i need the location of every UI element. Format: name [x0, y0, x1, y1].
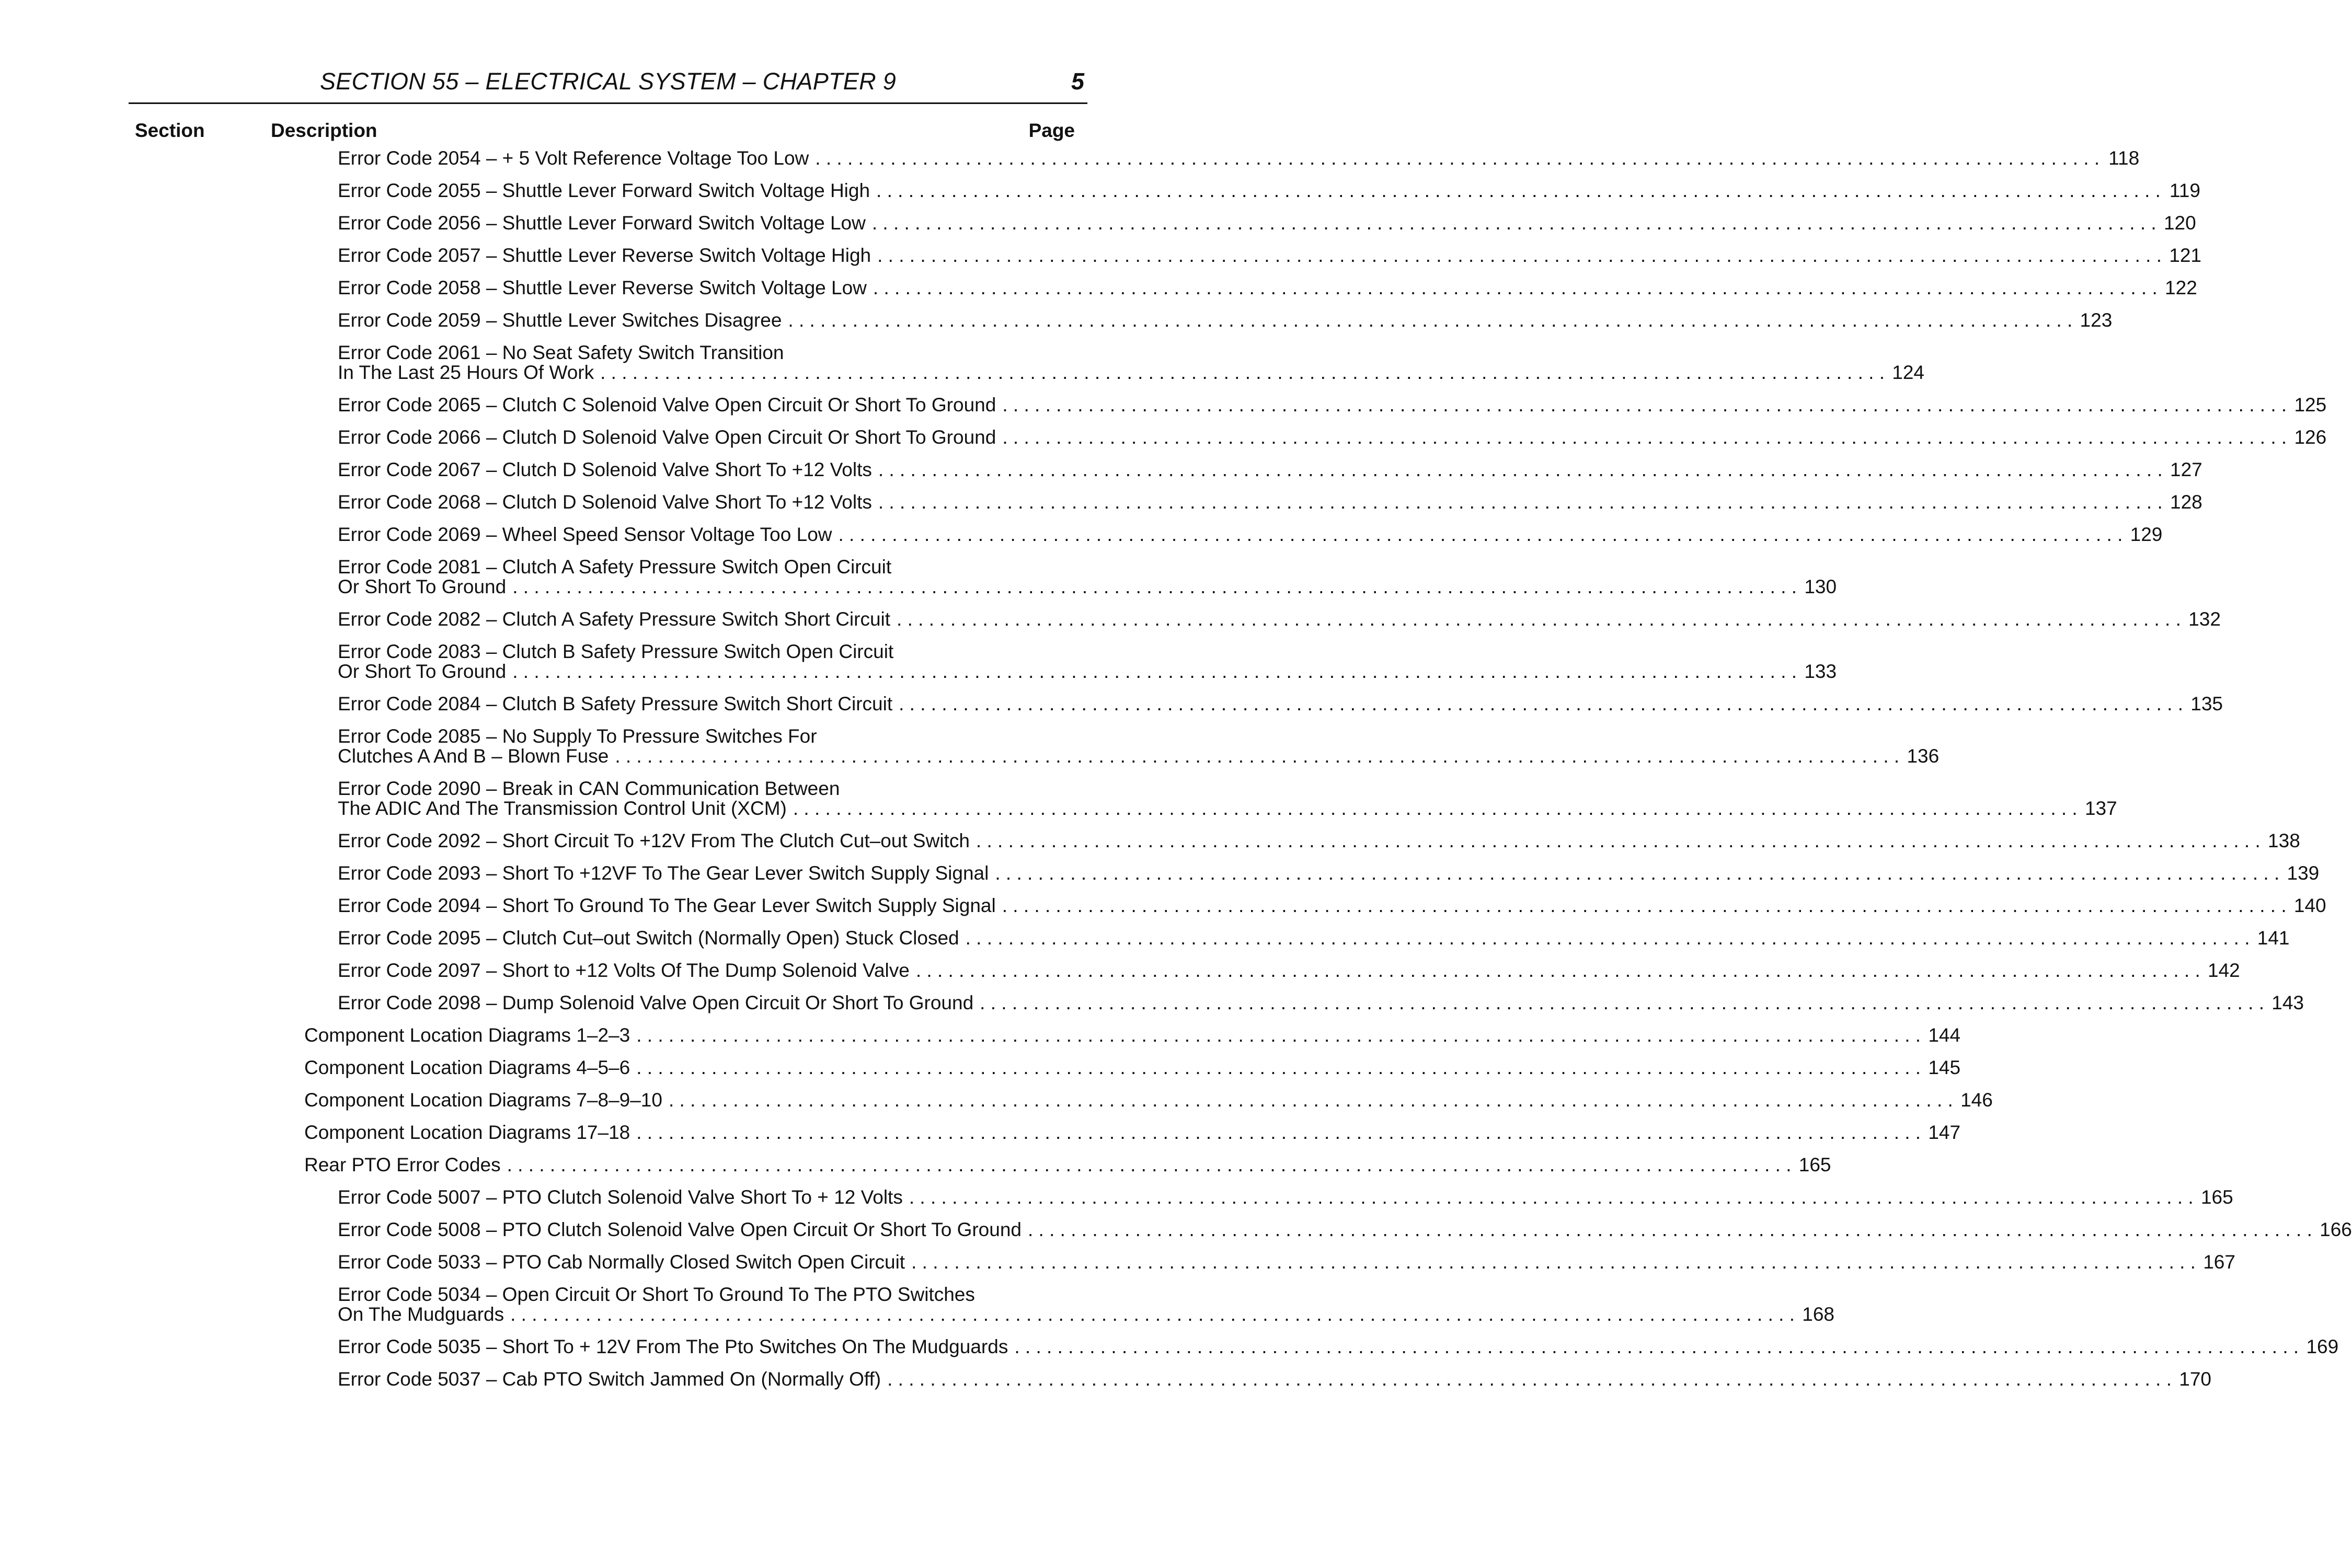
toc-entry — [338, 212, 2196, 246]
toc-entry-text: Error Code 2059 – Shuttle Lever Switches Disagree — [338, 309, 782, 331]
dot-leader: . . . . . . . . . . . . . . . . . . . . . . . . . . . . . . . . . . . . . . . . . . . . . . . . . . . . . . . . . . . . . . . . . . . . . . . . . . . . . . . . . . . . . . . . . . . . . . . . . . . . . . . . . . . . . . . . . . . . . . . . — [980, 992, 2265, 1013]
toc-entry-text: Error Code 2069 – Wheel Speed Sensor Voltage Too Low — [338, 524, 832, 545]
toc-entry — [338, 1219, 2352, 1252]
toc-entry-line — [304, 1089, 1993, 1111]
toc-entry — [338, 830, 2300, 863]
toc-entry-page-number: 142 — [2208, 960, 2240, 981]
toc-entry — [338, 608, 2221, 642]
toc-entry-page-number: 127 — [2170, 459, 2202, 480]
toc-entry-text: The ADIC And The Transmission Control Unit (XCM) — [338, 798, 787, 819]
toc-entry-text: Or Short To Ground — [338, 576, 507, 597]
toc-entry-page-number: 126 — [2294, 426, 2327, 448]
toc-entry-line — [338, 245, 2201, 266]
dot-leader: . . . . . . . . . . . . . . . . . . . . . . . . . . . . . . . . . . . . . . . . . . . . . . . . . . . . . . . . . . . . . . . . . . . . . . . . . . . . . . . . . . . . . . . . . . . . . . . . . . . . . . . . . . . . . . . . . . . . . . . . — [876, 180, 2161, 201]
dot-leader: . . . . . . . . . . . . . . . . . . . . . . . . . . . . . . . . . . . . . . . . . . . . . . . . . . . . . . . . . . . . . . . . . . . . . . . . . . . . . . . . . . . . . . . . . . . . . . . . . . . . . . . . . . . . . . . . . . . . . . . . — [510, 1304, 1795, 1325]
toc-entry — [338, 1336, 2339, 1369]
toc-entry-page-number: 129 — [2130, 524, 2163, 545]
toc-entry — [338, 277, 2197, 310]
toc-entry-line — [338, 1304, 1834, 1325]
toc-entry-text-line: Error Code 2061 – No Seat Safety Switch Transition — [338, 342, 784, 363]
toc-entry-text: Component Location Diagrams 1–2–3 — [304, 1024, 630, 1046]
toc-entry — [338, 459, 2202, 492]
dot-leader: . . . . . . . . . . . . . . . . . . . . . . . . . . . . . . . . . . . . . . . . . . . . . . . . . . . . . . . . . . . . . . . . . . . . . . . . . . . . . . . . . . . . . . . . . . . . . . . . . . . . . . . . . . . . . . . . . . . . . . . . — [507, 1154, 1792, 1175]
toc-entry-text: Component Location Diagrams 7–8–9–10 — [304, 1089, 662, 1111]
dot-leader: . . . . . . . . . . . . . . . . . . . . . . . . . . . . . . . . . . . . . . . . . . . . . . . . . . . . . . . . . . . . . . . . . . . . . . . . . . . . . . . . . . . . . . . . . . . . . . . . . . . . . . . . . . . . . . . . . . . . . . . . — [1002, 895, 2287, 916]
toc-entry-text: Error Code 2068 – Clutch D Solenoid Valve Short To +12 Volts — [338, 491, 872, 513]
toc-entry-text: Error Code 2066 – Clutch D Solenoid Valve Open Circuit Or Short To Ground — [338, 426, 996, 448]
toc-entry-text: Component Location Diagrams 4–5–6 — [304, 1057, 630, 1078]
toc-entry — [338, 524, 2163, 557]
toc-entry-line — [338, 147, 2140, 169]
toc-entry-text: Error Code 2056 – Shuttle Lever Forward Switch Voltage Low — [338, 212, 866, 234]
column-header-section: Section — [135, 120, 205, 141]
toc-entry-page-number: 122 — [2165, 277, 2197, 298]
toc-entry-page-number: 130 — [1804, 576, 1837, 597]
toc-entry-page-number: 128 — [2170, 491, 2202, 513]
toc-entry-text: Error Code 2093 – Short To +12VF To The Gear Lever Switch Supply Signal — [338, 862, 989, 884]
toc-entry-page-number: 168 — [1802, 1304, 1834, 1325]
toc-entry-page-number: 118 — [2108, 147, 2140, 169]
toc-entry-text: Error Code 5008 – PTO Clutch Solenoid Valve Open Circuit Or Short To Ground — [338, 1219, 1022, 1240]
toc-entry — [338, 895, 2326, 928]
toc-entry — [338, 778, 2117, 831]
toc-entry-line — [338, 212, 2196, 234]
toc-entry-page-number: 139 — [2287, 862, 2320, 884]
toc-entry-line — [338, 1368, 2211, 1390]
dot-leader: . . . . . . . . . . . . . . . . . . . . . . . . . . . . . . . . . . . . . . . . . . . . . . . . . . . . . . . . . . . . . . . . . . . . . . . . . . . . . . . . . . . . . . . . . . . . . . . . . . . . . . . . . . . . . . . . . . . . . . . . — [897, 608, 2181, 630]
toc-entry-line — [304, 1154, 1831, 1175]
toc-entry-line — [338, 608, 2221, 630]
toc-entry-page-number: 136 — [1907, 745, 1940, 767]
toc-entry-text: Error Code 2055 – Shuttle Lever Forward Switch Voltage High — [338, 180, 870, 201]
dot-leader: . . . . . . . . . . . . . . . . . . . . . . . . . . . . . . . . . . . . . . . . . . . . . . . . . . . . . . . . . . . . . . . . . . . . . . . . . . . . . . . . . . . . . . . . . . . . . . . . . . . . . . . . . . . . . . . . . . . . . . . . — [878, 459, 2163, 480]
toc-entry-line — [338, 798, 2117, 819]
toc-entry-line — [338, 895, 2326, 916]
dot-leader: . . . . . . . . . . . . . . . . . . . . . . . . . . . . . . . . . . . . . . . . . . . . . . . . . . . . . . . . . . . . . . . . . . . . . . . . . . . . . . . . . . . . . . . . . . . . . . . . . . . . . . . . . . . . . . . . . . . . . . . . — [793, 798, 2078, 819]
toc-entry-page-number: 138 — [2268, 830, 2300, 851]
toc-entry — [304, 1089, 1993, 1123]
toc-entry-line — [338, 1251, 2235, 1273]
dot-leader: . . . . . . . . . . . . . . . . . . . . . . . . . . . . . . . . . . . . . . . . . . . . . . . . . . . . . . . . . . . . . . . . . . . . . . . . . . . . . . . . . . . . . . . . . . . . . . . . . . . . . . . . . . . . . . . . . . . . . . . . — [636, 1024, 1921, 1046]
toc-entry-text: Rear PTO Error Codes — [304, 1154, 501, 1175]
toc-entry-text: Or Short To Ground — [338, 661, 507, 682]
toc-entry-text-line: Error Code 5034 – Open Circuit Or Short To Ground To The PTO Switches — [338, 1284, 975, 1305]
toc-entry-text: On The Mudguards — [338, 1304, 504, 1325]
toc-entry-page-number: 119 — [2169, 180, 2200, 201]
toc-entry-line — [338, 277, 2197, 298]
toc-entry — [338, 556, 1837, 609]
toc-entry — [338, 491, 2202, 525]
dot-leader: . . . . . . . . . . . . . . . . . . . . . . . . . . . . . . . . . . . . . . . . . . . . . . . . . . . . . . . . . . . . . . . . . . . . . . . . . . . . . . . . . . . . . . . . . . . . . . . . . . . . . . . . . . . . . . . . . . . . . . . . — [878, 491, 2163, 513]
toc-entry-text: Error Code 5035 – Short To + 12V From The Pto Switches On The Mudguards — [338, 1336, 1008, 1357]
toc-entry-line — [338, 992, 2304, 1013]
toc-entry-line — [338, 459, 2202, 480]
toc-entry — [304, 1122, 1961, 1155]
toc-entry — [338, 960, 2240, 993]
dot-leader: . . . . . . . . . . . . . . . . . . . . . . . . . . . . . . . . . . . . . . . . . . . . . . . . . . . . . . . . . . . . . . . . . . . . . . . . . . . . . . . . . . . . . . . . . . . . . . . . . . . . . . . . . . . . . . . . . . . . . . . . — [788, 309, 2073, 331]
toc-entry — [338, 245, 2201, 278]
toc-entry-text: Error Code 2057 – Shuttle Lever Reverse Switch Voltage High — [338, 245, 871, 266]
toc-entry-text: Error Code 2098 – Dump Solenoid Valve Open Circuit Or Short To Ground — [338, 992, 974, 1013]
toc-entry-text: Clutches A And B – Blown Fuse — [338, 745, 609, 767]
toc-entry-page-number: 124 — [1892, 362, 1924, 383]
toc-entry-text-line: Error Code 2085 – No Supply To Pressure Switches For — [338, 725, 817, 747]
dot-leader: . . . . . . . . . . . . . . . . . . . . . . . . . . . . . . . . . . . . . . . . . . . . . . . . . . . . . . . . . . . . . . . . . . . . . . . . . . . . . . . . . . . . . . . . . . . . . . . . . . . . . . . . . . . . . . . . . . . . . . . . — [965, 927, 2250, 949]
toc-entry-page-number: 145 — [1928, 1057, 1961, 1078]
dot-leader: . . . . . . . . . . . . . . . . . . . . . . . . . . . . . . . . . . . . . . . . . . . . . . . . . . . . . . . . . . . . . . . . . . . . . . . . . . . . . . . . . . . . . . . . . . . . . . . . . . . . . . . . . . . . . . . . . . . . . . . . — [915, 960, 2200, 981]
toc-entry-text: Error Code 2054 – + 5 Volt Reference Voltage Too Low — [338, 147, 809, 169]
toc-entry-page-number: 140 — [2293, 895, 2326, 916]
toc-entry-line — [304, 1057, 1961, 1078]
toc-entry-text: Error Code 2097 – Short to +12 Volts Of The Dump Solenoid Valve — [338, 960, 910, 981]
toc-entry-text: Error Code 2082 – Clutch A Safety Pressure Switch Short Circuit — [338, 608, 891, 630]
dot-leader: . . . . . . . . . . . . . . . . . . . . . . . . . . . . . . . . . . . . . . . . . . . . . . . . . . . . . . . . . . . . . . . . . . . . . . . . . . . . . . . . . . . . . . . . . . . . . . . . . . . . . . . . . . . . . . . . . . . . . . . . — [871, 212, 2156, 234]
page-header — [129, 67, 1087, 104]
toc-entry-text: Error Code 2094 – Short To Ground To The Gear Lever Switch Supply Signal — [338, 895, 996, 916]
toc-entry-line — [338, 1219, 2352, 1240]
toc-entry-text: Error Code 5037 – Cab PTO Switch Jammed On (Normally Off) — [338, 1368, 881, 1390]
toc-entry-page-number: 146 — [1960, 1089, 1993, 1111]
toc-entry-text: Error Code 2095 – Clutch Cut–out Switch (Normally Open) Stuck Closed — [338, 927, 959, 949]
toc-entry-line — [304, 1122, 1961, 1143]
dot-leader: . . . . . . . . . . . . . . . . . . . . . . . . . . . . . . . . . . . . . . . . . . . . . . . . . . . . . . . . . . . . . . . . . . . . . . . . . . . . . . . . . . . . . . . . . . . . . . . . . . . . . . . . . . . . . . . . . . . . . . . . — [636, 1122, 1921, 1143]
toc-entry — [304, 1057, 1961, 1090]
toc-entry-line — [338, 362, 1924, 383]
dot-leader: . . . . . . . . . . . . . . . . . . . . . . . . . . . . . . . . . . . . . . . . . . . . . . . . . . . . . . . . . . . . . . . . . . . . . . . . . . . . . . . . . . . . . . . . . . . . . . . . . . . . . . . . . . . . . . . . . . . . . . . . — [887, 1368, 2172, 1390]
dot-leader: . . . . . . . . . . . . . . . . . . . . . . . . . . . . . . . . . . . . . . . . . . . . . . . . . . . . . . . . . . . . . . . . . . . . . . . . . . . . . . . . . . . . . . . . . . . . . . . . . . . . . . . . . . . . . . . . . . . . . . . . — [1002, 394, 2287, 416]
toc-entry — [338, 147, 2140, 181]
toc-entry-line — [338, 491, 2202, 513]
toc-entry-page-number: 123 — [2080, 309, 2113, 331]
toc-entry — [338, 927, 2290, 961]
toc-entry-line — [338, 180, 2200, 201]
toc-entry — [338, 180, 2200, 213]
dot-leader: . . . . . . . . . . . . . . . . . . . . . . . . . . . . . . . . . . . . . . . . . . . . . . . . . . . . . . . . . . . . . . . . . . . . . . . . . . . . . . . . . . . . . . . . . . . . . . . . . . . . . . . . . . . . . . . . . . . . . . . . — [636, 1057, 1921, 1078]
toc-entry-text: Error Code 5007 – PTO Clutch Solenoid Valve Short To + 12 Volts — [338, 1186, 903, 1208]
toc-entry — [338, 725, 1940, 779]
toc-entry-page-number: 167 — [2203, 1251, 2235, 1273]
toc-entry-text: Error Code 2067 – Clutch D Solenoid Valve Short To +12 Volts — [338, 459, 872, 480]
toc-entry — [338, 693, 2223, 727]
dot-leader: . . . . . . . . . . . . . . . . . . . . . . . . . . . . . . . . . . . . . . . . . . . . . . . . . . . . . . . . . . . . . . . . . . . . . . . . . . . . . . . . . . . . . . . . . . . . . . . . . . . . . . . . . . . . . . . . . . . . . . . . — [615, 745, 1900, 767]
toc-entry — [338, 426, 2327, 460]
toc-entry — [338, 1186, 2233, 1220]
dot-leader: . . . . . . . . . . . . . . . . . . . . . . . . . . . . . . . . . . . . . . . . . . . . . . . . . . . . . . . . . . . . . . . . . . . . . . . . . . . . . . . . . . . . . . . . . . . . . . . . . . . . . . . . . . . . . . . . . . . . . . . . — [1002, 426, 2287, 448]
toc-entry-page-number: 120 — [2163, 212, 2196, 234]
toc-entry — [338, 309, 2113, 343]
toc-entry-line — [338, 661, 1837, 682]
toc-entry-page-number: 132 — [2188, 608, 2221, 630]
dot-leader: . . . . . . . . . . . . . . . . . . . . . . . . . . . . . . . . . . . . . . . . . . . . . . . . . . . . . . . . . . . . . . . . . . . . . . . . . . . . . . . . . . . . . . . . . . . . . . . . . . . . . . . . . . . . . . . . . . . . . . . . — [838, 524, 2123, 545]
dot-leader: . . . . . . . . . . . . . . . . . . . . . . . . . . . . . . . . . . . . . . . . . . . . . . . . . . . . . . . . . . . . . . . . . . . . . . . . . . . . . . . . . . . . . . . . . . . . . . . . . . . . . . . . . . . . . . . . . . . . . . . . — [911, 1251, 2196, 1273]
dot-leader: . . . . . . . . . . . . . . . . . . . . . . . . . . . . . . . . . . . . . . . . . . . . . . . . . . . . . . . . . . . . . . . . . . . . . . . . . . . . . . . . . . . . . . . . . . . . . . . . . . . . . . . . . . . . . . . . . . . . . . . . — [1014, 1336, 2299, 1357]
toc-entry-line — [338, 830, 2300, 851]
toc-entry-text: Component Location Diagrams 17–18 — [304, 1122, 630, 1143]
toc-entry — [304, 1154, 1831, 1187]
dot-leader: . . . . . . . . . . . . . . . . . . . . . . . . . . . . . . . . . . . . . . . . . . . . . . . . . . . . . . . . . . . . . . . . . . . . . . . . . . . . . . . . . . . . . . . . . . . . . . . . . . . . . . . . . . . . . . . . . . . . . . . . — [873, 277, 2158, 298]
toc-entry-text: Error Code 2084 – Clutch B Safety Pressure Switch Short Circuit — [338, 693, 893, 714]
toc-entry-text: In The Last 25 Hours Of Work — [338, 362, 594, 383]
toc-entry-line — [338, 693, 2223, 714]
toc-entry-page-number: 121 — [2169, 245, 2201, 266]
toc-entry-line — [338, 745, 1940, 767]
dot-leader: . . . . . . . . . . . . . . . . . . . . . . . . . . . . . . . . . . . . . . . . . . . . . . . . . . . . . . . . . . . . . . . . . . . . . . . . . . . . . . . . . . . . . . . . . . . . . . . . . . . . . . . . . . . . . . . . . . . . . . . . — [815, 147, 2100, 169]
dot-leader: . . . . . . . . . . . . . . . . . . . . . . . . . . . . . . . . . . . . . . . . . . . . . . . . . . . . . . . . . . . . . . . . . . . . . . . . . . . . . . . . . . . . . . . . . . . . . . . . . . . . . . . . . . . . . . . . . . . . . . . . — [1028, 1219, 2312, 1240]
toc-entry — [338, 641, 1837, 694]
toc-entry-line — [338, 576, 1837, 597]
toc-entry — [338, 342, 1924, 395]
toc-entry-page-number: 147 — [1928, 1122, 1961, 1143]
dot-leader: . . . . . . . . . . . . . . . . . . . . . . . . . . . . . . . . . . . . . . . . . . . . . . . . . . . . . . . . . . . . . . . . . . . . . . . . . . . . . . . . . . . . . . . . . . . . . . . . . . . . . . . . . . . . . . . . . . . . . . . . — [668, 1089, 1953, 1111]
toc-entry — [338, 1368, 2211, 1402]
toc-entry-line — [338, 927, 2290, 949]
toc-entry — [338, 1251, 2235, 1285]
toc-entry-line — [338, 524, 2163, 545]
toc-entry-text-line: Error Code 2083 – Clutch B Safety Pressure Switch Open Circuit — [338, 641, 894, 662]
dot-leader: . . . . . . . . . . . . . . . . . . . . . . . . . . . . . . . . . . . . . . . . . . . . . . . . . . . . . . . . . . . . . . . . . . . . . . . . . . . . . . . . . . . . . . . . . . . . . . . . . . . . . . . . . . . . . . . . . . . . . . . . — [899, 693, 2183, 714]
toc-entry-page-number: 133 — [1804, 661, 1837, 682]
toc-entry — [304, 1024, 1961, 1058]
toc-entry — [338, 394, 2327, 428]
toc-entry-page-number: 169 — [2306, 1336, 2339, 1357]
header-page-number: 5 — [1071, 68, 1084, 95]
toc-entry-page-number: 141 — [2257, 927, 2290, 949]
toc-entry-page-number: 165 — [1798, 1154, 1831, 1175]
dot-leader: . . . . . . . . . . . . . . . . . . . . . . . . . . . . . . . . . . . . . . . . . . . . . . . . . . . . . . . . . . . . . . . . . . . . . . . . . . . . . . . . . . . . . . . . . . . . . . . . . . . . . . . . . . . . . . . . . . . . . . . . — [600, 362, 1885, 383]
dot-leader: . . . . . . . . . . . . . . . . . . . . . . . . . . . . . . . . . . . . . . . . . . . . . . . . . . . . . . . . . . . . . . . . . . . . . . . . . . . . . . . . . . . . . . . . . . . . . . . . . . . . . . . . . . . . . . . . . . . . . . . . — [512, 661, 1797, 682]
dot-leader: . . . . . . . . . . . . . . . . . . . . . . . . . . . . . . . . . . . . . . . . . . . . . . . . . . . . . . . . . . . . . . . . . . . . . . . . . . . . . . . . . . . . . . . . . . . . . . . . . . . . . . . . . . . . . . . . . . . . . . . . — [995, 862, 2280, 884]
column-header-description: Description — [271, 120, 377, 141]
toc-entry-line — [338, 394, 2327, 416]
toc-entry-page-number: 144 — [1928, 1024, 1961, 1046]
toc-entry-page-number: 143 — [2271, 992, 2304, 1013]
toc-entry-text-line: Error Code 2090 – Break in CAN Communication Between — [338, 778, 840, 799]
toc-entry-line — [338, 1186, 2233, 1208]
dot-leader: . . . . . . . . . . . . . . . . . . . . . . . . . . . . . . . . . . . . . . . . . . . . . . . . . . . . . . . . . . . . . . . . . . . . . . . . . . . . . . . . . . . . . . . . . . . . . . . . . . . . . . . . . . . . . . . . . . . . . . . . — [877, 245, 2162, 266]
toc-entry-line — [338, 960, 2240, 981]
toc-entry-page-number: 135 — [2190, 693, 2223, 714]
header-title: SECTION 55 – ELECTRICAL SYSTEM – CHAPTER 9 — [319, 68, 897, 95]
toc-entry-line — [338, 1336, 2339, 1357]
toc-entry-text: Error Code 2065 – Clutch C Solenoid Valve Open Circuit Or Short To Ground — [338, 394, 996, 416]
toc-entry-text-line: Error Code 2081 – Clutch A Safety Pressure Switch Open Circuit — [338, 556, 892, 578]
toc-entry-text: Error Code 2092 – Short Circuit To +12V From The Clutch Cut–out Switch — [338, 830, 970, 851]
toc-entry-page-number: 170 — [2179, 1368, 2211, 1390]
toc-entry-line — [338, 426, 2327, 448]
toc-entry-page-number: 165 — [2200, 1186, 2233, 1208]
toc-entry-page-number: 166 — [2320, 1219, 2352, 1240]
toc-entry-line — [338, 862, 2320, 884]
dot-leader: . . . . . . . . . . . . . . . . . . . . . . . . . . . . . . . . . . . . . . . . . . . . . . . . . . . . . . . . . . . . . . . . . . . . . . . . . . . . . . . . . . . . . . . . . . . . . . . . . . . . . . . . . . . . . . . . . . . . . . . . — [512, 576, 1797, 597]
toc-entry — [338, 1284, 1834, 1337]
dot-leader: . . . . . . . . . . . . . . . . . . . . . . . . . . . . . . . . . . . . . . . . . . . . . . . . . . . . . . . . . . . . . . . . . . . . . . . . . . . . . . . . . . . . . . . . . . . . . . . . . . . . . . . . . . . . . . . . . . . . . . . . — [976, 830, 2261, 851]
toc-entry — [338, 992, 2304, 1025]
dot-leader: . . . . . . . . . . . . . . . . . . . . . . . . . . . . . . . . . . . . . . . . . . . . . . . . . . . . . . . . . . . . . . . . . . . . . . . . . . . . . . . . . . . . . . . . . . . . . . . . . . . . . . . . . . . . . . . . . . . . . . . . — [909, 1186, 2194, 1208]
toc-entry — [338, 862, 2320, 896]
toc-entry-line — [304, 1024, 1961, 1046]
toc-entry-text: Error Code 5033 – PTO Cab Normally Closed Switch Open Circuit — [338, 1251, 905, 1273]
toc-entry-text: Error Code 2058 – Shuttle Lever Reverse Switch Voltage Low — [338, 277, 867, 298]
toc-entry-page-number: 125 — [2294, 394, 2327, 416]
toc-entry-page-number: 137 — [2084, 798, 2117, 819]
column-header-page: Page — [1028, 120, 1075, 141]
toc-entry-line — [338, 309, 2113, 331]
table-of-contents — [0, 147, 2352, 1402]
